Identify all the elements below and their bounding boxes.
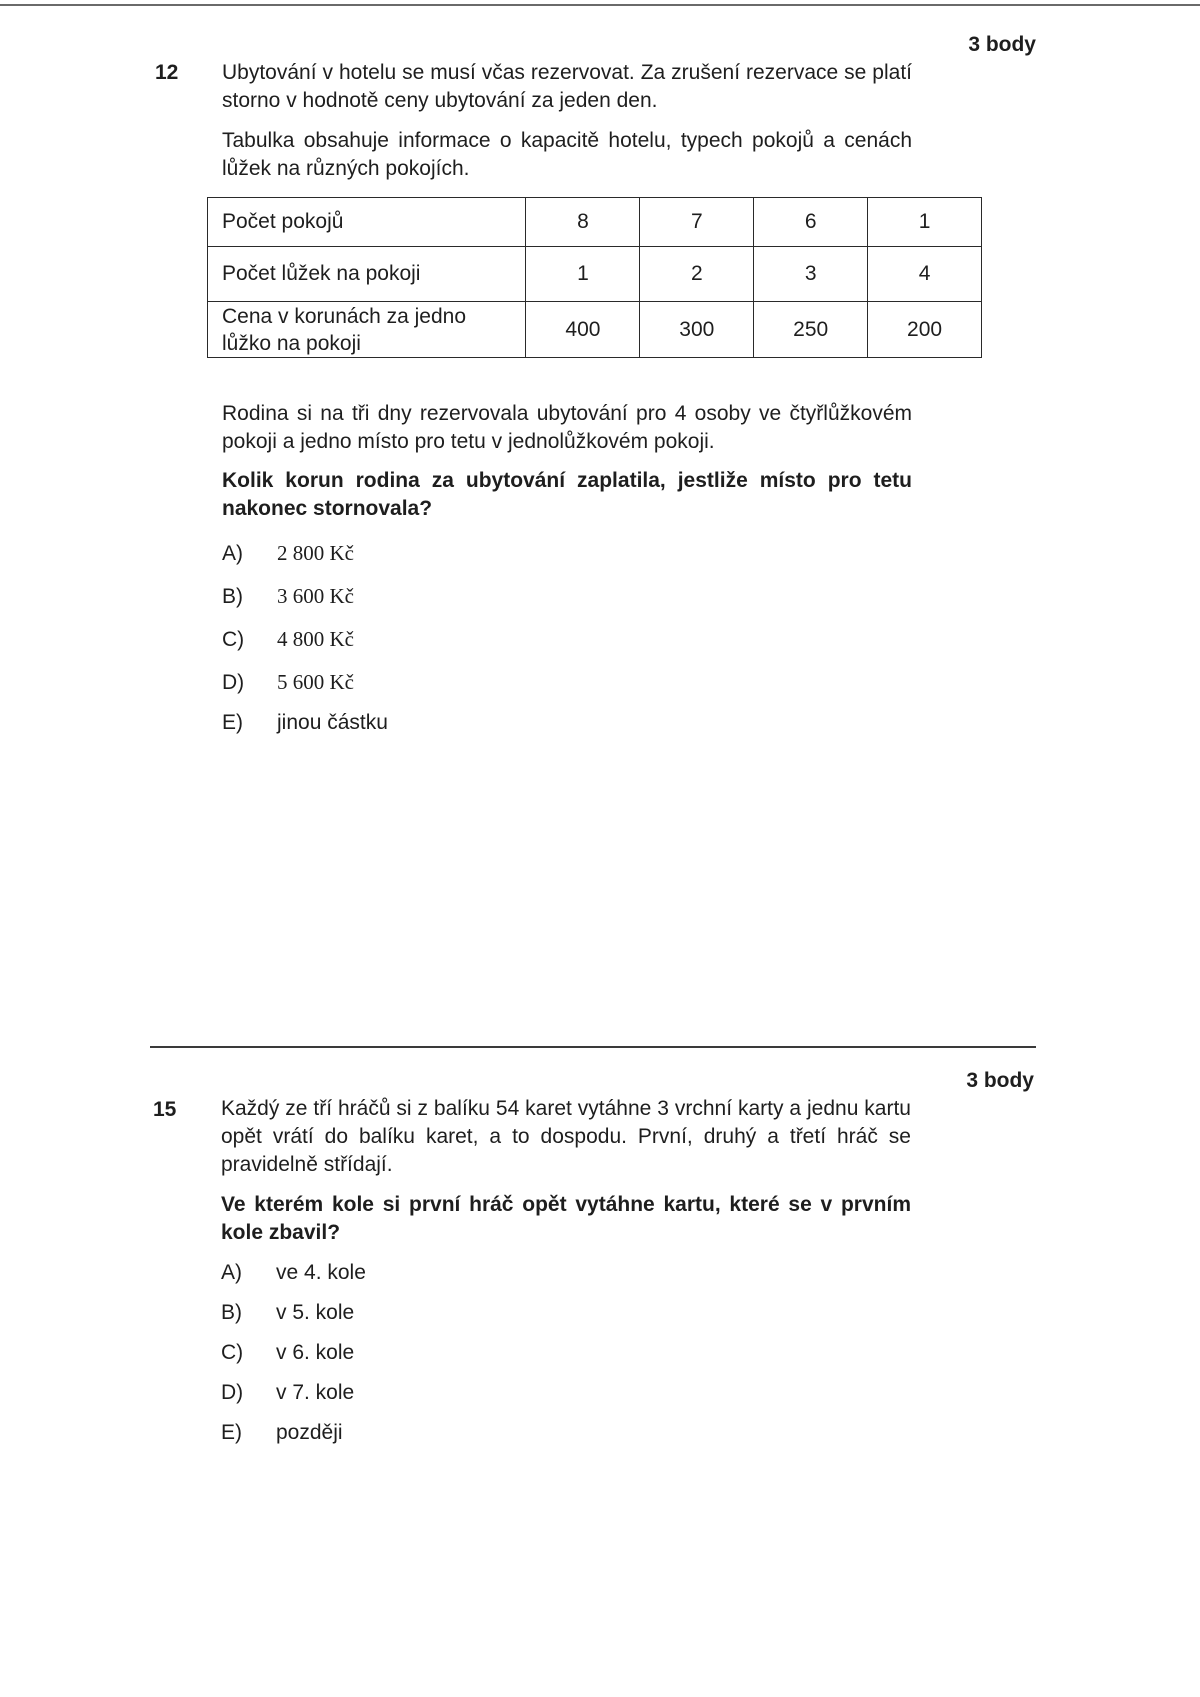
option-text: v 7. kole [276,1381,355,1404]
table-cell: 8 [526,198,640,247]
q12-scenario: Rodina si na tři dny rezervovala ubytování pro 4 osoby ve čtyřlůžkovém pokoji a jedno místo pro tetu v jednolůžkovém pokoji. [222,402,912,453]
row-label: Počet pokojů [208,198,526,247]
table-cell: 300 [640,302,754,358]
table-cell: 4 [868,247,982,302]
option-text: 4 800 Kč [277,627,354,651]
top-scan-edge [0,4,1200,6]
table-row [208,302,982,358]
q12-table-intro: Tabulka obsahuje informace o kapacitě hotelu, typech pokojů a cenách lůžek na různých pokojích. [222,129,912,180]
q12-number: 12 [155,61,179,84]
table-cell: 200 [868,302,982,358]
q12-option-c[interactable] [222,627,354,652]
table-cell: 250 [754,302,868,358]
table-cell: 6 [754,198,868,247]
table-row [208,247,982,302]
q15-question: Ve kterém kole si první hráč opět vytáhne kartu, které se v prvním kole zbavil? [221,1193,911,1244]
q12-intro-paragraph: Ubytování v hotelu se musí včas rezervovat. Za zrušení rezervace se platí storno v hodnotě ceny ubytování za jeden den. [222,61,912,112]
option-letter: A) [222,542,243,565]
q12-option-a[interactable] [222,541,354,566]
option-text: 5 600 Kč [277,670,354,694]
table-cell: 2 [640,247,754,302]
option-letter: C) [222,628,245,651]
option-letter: C) [221,1341,244,1364]
option-text: v 5. kole [276,1301,355,1324]
q12-option-e[interactable] [222,711,388,735]
option-text: 3 600 Kč [277,584,354,608]
table-cell: 1 [526,247,640,302]
q12-option-d[interactable] [222,670,354,695]
option-letter: E) [222,711,243,734]
option-text: v 6. kole [276,1341,355,1364]
table-cell: 3 [754,247,868,302]
option-letter: B) [221,1301,242,1324]
section-divider [150,1046,1036,1048]
q12-option-b[interactable] [222,584,354,609]
table-cell: 400 [526,302,640,358]
option-letter: E) [221,1421,242,1444]
q12-question: Kolik korun rodina za ubytování zaplatila, jestliže místo pro tetu nakonec stornovala? [222,469,912,520]
q15-option-e[interactable] [221,1421,343,1445]
option-letter: A) [221,1261,242,1284]
q15-option-b[interactable] [221,1301,354,1325]
option-letter: D) [222,671,245,694]
q15-number: 15 [153,1098,177,1121]
hotel-info-table [207,197,982,358]
option-letter: B) [222,585,243,608]
q15-points: 3 body [966,1069,1034,1092]
option-text: později [276,1421,343,1444]
table-row [208,198,982,247]
table-cell: 1 [868,198,982,247]
row-label: Cena v korunách za jedno lůžko na pokoji [208,302,526,358]
q15-option-d[interactable] [221,1381,354,1405]
q15-option-a[interactable] [221,1261,366,1285]
q12-points: 3 body [968,33,1036,56]
row-label: Počet lůžek na pokoji [208,247,526,302]
table-cell: 7 [640,198,754,247]
option-letter: D) [221,1381,244,1404]
q15-option-c[interactable] [221,1341,354,1365]
option-text: ve 4. kole [276,1261,366,1284]
q15-paragraph: Každý ze tří hráčů si z balíku 54 karet vytáhne 3 vrchní karty a jednu kartu opět vrátí do balíku karet, a to dospodu. První, druhý a třetí hráč se pravidelně střídají. [221,1097,911,1176]
option-text: 2 800 Kč [277,541,354,565]
option-text: jinou částku [277,711,388,734]
